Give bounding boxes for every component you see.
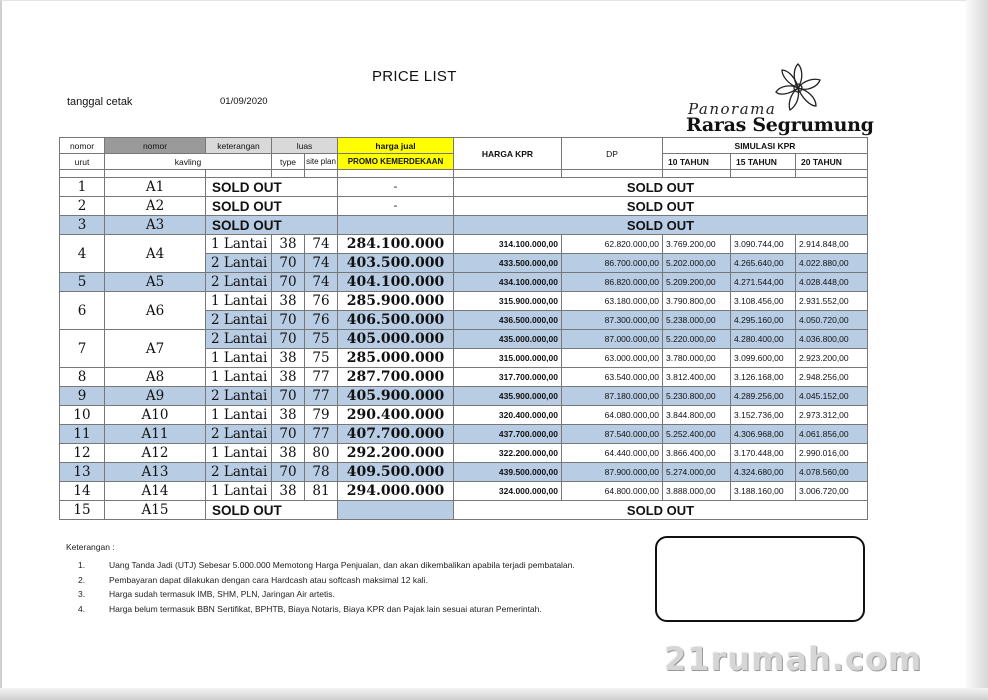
row-sim-15: 3.152.736,00 [731, 406, 796, 425]
note-text: Harga sudah termasuk IMB, SHM, PLN, Jaringan Air artetis. [109, 589, 335, 600]
row-number: 13 [60, 463, 105, 482]
table-row [60, 425, 868, 444]
notes-section [66, 542, 575, 616]
row-number: 4 [60, 235, 105, 273]
row-kavling: A12 [105, 444, 206, 463]
row-keterangan: 2 Lantai [206, 330, 272, 349]
row-kpr: 322.200.000,00 [454, 444, 562, 463]
row-number: 1 [60, 178, 105, 197]
row-dp: 87.300.000,00 [562, 311, 663, 330]
row-type: 70 [272, 311, 305, 330]
row-sold-out-right: SOLD OUT [454, 216, 868, 235]
row-site: 75 [305, 330, 338, 349]
row-type: 38 [272, 349, 305, 368]
row-harga: 292.200.000 [338, 444, 454, 463]
row-type: 38 [272, 292, 305, 311]
row-number: 14 [60, 482, 105, 501]
row-sim-10: 5.230.800,00 [663, 387, 731, 406]
row-sim-15: 4.306.968,00 [731, 425, 796, 444]
row-site: 74 [305, 235, 338, 254]
company-logo [686, 62, 874, 138]
row-dash: - [338, 197, 454, 216]
row-type: 38 [272, 444, 305, 463]
row-kpr: 324.000.000,00 [454, 482, 562, 501]
row-harga: 290.400.000 [338, 406, 454, 425]
row-kpr: 435.900.000,00 [454, 387, 562, 406]
logo-tagline: Panorama [688, 100, 777, 118]
row-sim-20: 4.045.152,00 [796, 387, 868, 406]
row-sim-20: 2.948.256,00 [796, 368, 868, 387]
row-harga: 409.500.000 [338, 463, 454, 482]
table-row [60, 501, 868, 520]
row-site: 80 [305, 444, 338, 463]
row-sim-20: 4.036.800,00 [796, 330, 868, 349]
row-site: 76 [305, 292, 338, 311]
row-sold-out: SOLD OUT [206, 197, 338, 216]
row-sim-15: 4.265.640,00 [731, 254, 796, 273]
row-sold-out-right: SOLD OUT [454, 501, 868, 520]
row-empty-price [338, 216, 454, 235]
header-dp: DP [562, 138, 663, 170]
row-harga: 405.000.000 [338, 330, 454, 349]
row-sim-10: 5.274.000,00 [663, 463, 731, 482]
row-sim-20: 4.050.720,00 [796, 311, 868, 330]
row-sim-15: 3.090.744,00 [731, 235, 796, 254]
header-urut: urut [60, 154, 105, 170]
row-site: 77 [305, 387, 338, 406]
header-type: type [272, 154, 305, 170]
row-dp: 87.180.000,00 [562, 387, 663, 406]
row-kpr: 315.000.000,00 [454, 349, 562, 368]
table-row [60, 444, 868, 463]
table-row [60, 330, 868, 349]
row-keterangan: 1 Lantai [206, 368, 272, 387]
row-sim-15: 3.099.600,00 [731, 349, 796, 368]
row-keterangan: 1 Lantai [206, 482, 272, 501]
row-sim-10: 5.209.200,00 [663, 273, 731, 292]
row-dp: 87.000.000,00 [562, 330, 663, 349]
row-kpr: 317.700.000,00 [454, 368, 562, 387]
table-row [60, 292, 868, 311]
table-row [60, 216, 868, 235]
row-sim-20: 2.973.312,00 [796, 406, 868, 425]
row-kpr: 436.500.000,00 [454, 311, 562, 330]
row-type: 70 [272, 273, 305, 292]
row-kavling: A10 [105, 406, 206, 425]
row-type: 70 [272, 425, 305, 444]
header-promo: PROMO KEMERDEKAAN [338, 154, 454, 170]
row-keterangan: 2 Lantai [206, 387, 272, 406]
row-number: 3 [60, 216, 105, 235]
page-title: PRICE LIST [372, 68, 457, 85]
row-dp: 87.900.000,00 [562, 463, 663, 482]
row-keterangan: 1 Lantai [206, 406, 272, 425]
row-sim-15: 4.271.544,00 [731, 273, 796, 292]
row-sim-10: 5.202.000,00 [663, 254, 731, 273]
row-sim-15: 3.108.456,00 [731, 292, 796, 311]
note-text: Harga belum termasuk BBN Sertifikat, BPHTB, Biaya Notaris, Biaya KPR dan Pajak lain sesuai aturan Pemerintah. [109, 603, 542, 614]
table-row [60, 368, 868, 387]
note-item [66, 602, 575, 617]
row-site: 74 [305, 273, 338, 292]
stamp-box [655, 536, 865, 622]
header-keterangan: keterangan [206, 138, 272, 154]
row-sim-20: 2.923.200,00 [796, 349, 868, 368]
row-type: 70 [272, 463, 305, 482]
row-site: 78 [305, 463, 338, 482]
row-sim-20: 4.061.856,00 [796, 425, 868, 444]
row-dp: 64.080.000,00 [562, 406, 663, 425]
print-date-label: tanggal cetak [67, 96, 133, 108]
row-kpr: 314.100.000,00 [454, 235, 562, 254]
row-keterangan: 1 Lantai [206, 292, 272, 311]
row-keterangan: 2 Lantai [206, 463, 272, 482]
row-harga: 404.100.000 [338, 273, 454, 292]
row-kavling: A5 [105, 273, 206, 292]
row-sim-20: 4.022.880,00 [796, 254, 868, 273]
row-number: 5 [60, 273, 105, 292]
row-keterangan: 1 Lantai [206, 349, 272, 368]
row-kpr: 320.400.000,00 [454, 406, 562, 425]
row-type: 70 [272, 387, 305, 406]
row-empty-price [338, 501, 454, 520]
row-sim-20: 4.028.448,00 [796, 273, 868, 292]
row-kpr: 315.900.000,00 [454, 292, 562, 311]
page-shadow-right [966, 0, 988, 700]
note-number: 1. [78, 560, 86, 571]
row-dp: 64.440.000,00 [562, 444, 663, 463]
row-type: 38 [272, 235, 305, 254]
header-site-plan: site plan [305, 154, 338, 170]
row-sold-out-right: SOLD OUT [454, 178, 868, 197]
row-number: 7 [60, 330, 105, 368]
header-harga-jual: harga jual [338, 138, 454, 154]
row-sim-10: 3.769.200,00 [663, 235, 731, 254]
page-shadow-bottom [0, 688, 988, 700]
price-table [59, 137, 868, 520]
header-sim-15: 15 TAHUN [731, 154, 796, 170]
row-site: 74 [305, 254, 338, 273]
row-sim-10: 3.790.800,00 [663, 292, 731, 311]
row-sim-10: 3.866.400,00 [663, 444, 731, 463]
row-keterangan: 1 Lantai [206, 444, 272, 463]
note-number: 2. [78, 574, 86, 585]
row-harga: 405.900.000 [338, 387, 454, 406]
row-harga: 285.000.000 [338, 349, 454, 368]
row-number: 10 [60, 406, 105, 425]
row-dp: 87.540.000,00 [562, 425, 663, 444]
header-kavling: kavling [105, 154, 272, 170]
row-dp: 86.820.000,00 [562, 273, 663, 292]
note-item [66, 573, 575, 588]
table-row [60, 197, 868, 216]
row-sold-out: SOLD OUT [206, 501, 338, 520]
row-sim-20: 2.914.848,00 [796, 235, 868, 254]
row-number: 2 [60, 197, 105, 216]
row-sold-out-right: SOLD OUT [454, 197, 868, 216]
flower-logo-icon [772, 62, 824, 114]
row-type: 70 [272, 330, 305, 349]
row-dp: 86.700.000,00 [562, 254, 663, 273]
row-sim-20: 3.006.720,00 [796, 482, 868, 501]
row-sim-15: 4.295.160,00 [731, 311, 796, 330]
row-kavling: A3 [105, 216, 206, 235]
table-row [60, 482, 868, 501]
row-type: 38 [272, 482, 305, 501]
row-site: 79 [305, 406, 338, 425]
row-kavling: A7 [105, 330, 206, 368]
row-harga: 284.100.000 [338, 235, 454, 254]
header-sim-20: 20 TAHUN [796, 154, 868, 170]
row-kpr: 439.500.000,00 [454, 463, 562, 482]
row-site: 77 [305, 425, 338, 444]
row-sim-15: 3.126.168,00 [731, 368, 796, 387]
row-keterangan: 2 Lantai [206, 254, 272, 273]
row-site: 81 [305, 482, 338, 501]
row-kavling: A13 [105, 463, 206, 482]
row-dp: 63.180.000,00 [562, 292, 663, 311]
row-harga: 287.700.000 [338, 368, 454, 387]
row-kavling: A9 [105, 387, 206, 406]
table-row [60, 463, 868, 482]
row-site: 77 [305, 368, 338, 387]
row-dp: 63.000.000,00 [562, 349, 663, 368]
row-sim-15: 3.170.448,00 [731, 444, 796, 463]
row-harga: 406.500.000 [338, 311, 454, 330]
row-sim-10: 3.780.000,00 [663, 349, 731, 368]
row-kavling: A4 [105, 235, 206, 273]
row-number: 11 [60, 425, 105, 444]
print-date-value: 01/09/2020 [220, 96, 268, 107]
row-sim-15: 4.289.256,00 [731, 387, 796, 406]
row-dash: - [338, 178, 454, 197]
row-harga: 407.700.000 [338, 425, 454, 444]
notes-title: Keterangan : [66, 542, 115, 552]
header-nomor-kavling-top: nomor [105, 138, 206, 154]
header-row-1 [60, 138, 868, 154]
row-kavling: A6 [105, 292, 206, 330]
row-keterangan: 1 Lantai [206, 235, 272, 254]
note-item [66, 558, 575, 573]
row-sim-20: 4.078.560,00 [796, 463, 868, 482]
row-kpr: 437.700.000,00 [454, 425, 562, 444]
note-text: Uang Tanda Jadi (UTJ) Sebesar 5.000.000 Memotong Harga Penjualan, dan akan dikembalikan apabila terjadi pembatalan. [109, 560, 575, 571]
row-keterangan: 2 Lantai [206, 273, 272, 292]
note-number: 3. [78, 589, 86, 600]
row-kpr: 433.500.000,00 [454, 254, 562, 273]
note-number: 4. [78, 603, 86, 614]
row-type: 70 [272, 254, 305, 273]
row-kpr: 434.100.000,00 [454, 273, 562, 292]
header-sim-10: 10 TAHUN [663, 154, 731, 170]
row-kavling: A2 [105, 197, 206, 216]
row-sim-10: 5.252.400,00 [663, 425, 731, 444]
watermark-text: 21rumah.com [664, 640, 923, 678]
row-sim-15: 4.324.680,00 [731, 463, 796, 482]
row-sim-15: 3.188.160,00 [731, 482, 796, 501]
row-sim-10: 5.238.000,00 [663, 311, 731, 330]
header-luas: luas [272, 138, 338, 154]
row-harga: 403.500.000 [338, 254, 454, 273]
row-kavling: A8 [105, 368, 206, 387]
header-simulasi-kpr: SIMULASI KPR [663, 138, 868, 154]
header-nomor-urut-top: nomor [60, 138, 105, 154]
table-row [60, 273, 868, 292]
row-kavling: A1 [105, 178, 206, 197]
row-dp: 64.800.000,00 [562, 482, 663, 501]
row-number: 15 [60, 501, 105, 520]
row-keterangan: 2 Lantai [206, 425, 272, 444]
note-item [66, 587, 575, 602]
row-sim-10: 5.220.000,00 [663, 330, 731, 349]
row-sim-20: 2.990.016,00 [796, 444, 868, 463]
row-number: 6 [60, 292, 105, 330]
table-row [60, 387, 868, 406]
row-type: 38 [272, 368, 305, 387]
row-harga: 294.000.000 [338, 482, 454, 501]
row-site: 75 [305, 349, 338, 368]
row-sim-10: 3.844.800,00 [663, 406, 731, 425]
row-number: 12 [60, 444, 105, 463]
spacer-row [60, 170, 868, 178]
row-keterangan: 2 Lantai [206, 311, 272, 330]
row-kavling: A15 [105, 501, 206, 520]
row-sold-out: SOLD OUT [206, 178, 338, 197]
row-kavling: A14 [105, 482, 206, 501]
row-sim-10: 3.888.000,00 [663, 482, 731, 501]
row-site: 76 [305, 311, 338, 330]
row-kpr: 435.000.000,00 [454, 330, 562, 349]
row-sim-15: 4.280.400,00 [731, 330, 796, 349]
table-row [60, 178, 868, 197]
note-text: Pembayaran dapat dilakukan dengan cara Hardcash atau softcash maksimal 12 kali. [109, 574, 428, 585]
row-sim-10: 3.812.400,00 [663, 368, 731, 387]
row-sold-out: SOLD OUT [206, 216, 338, 235]
header-harga-kpr: HARGA KPR [454, 138, 562, 170]
row-harga: 285.900.000 [338, 292, 454, 311]
row-sim-20: 2.931.552,00 [796, 292, 868, 311]
logo-name: Raras Segrumung [686, 114, 874, 136]
row-dp: 63.540.000,00 [562, 368, 663, 387]
row-type: 38 [272, 406, 305, 425]
row-number: 8 [60, 368, 105, 387]
row-kavling: A11 [105, 425, 206, 444]
row-number: 9 [60, 387, 105, 406]
table-row [60, 235, 868, 254]
table-row [60, 406, 868, 425]
row-dp: 62.820.000,00 [562, 235, 663, 254]
